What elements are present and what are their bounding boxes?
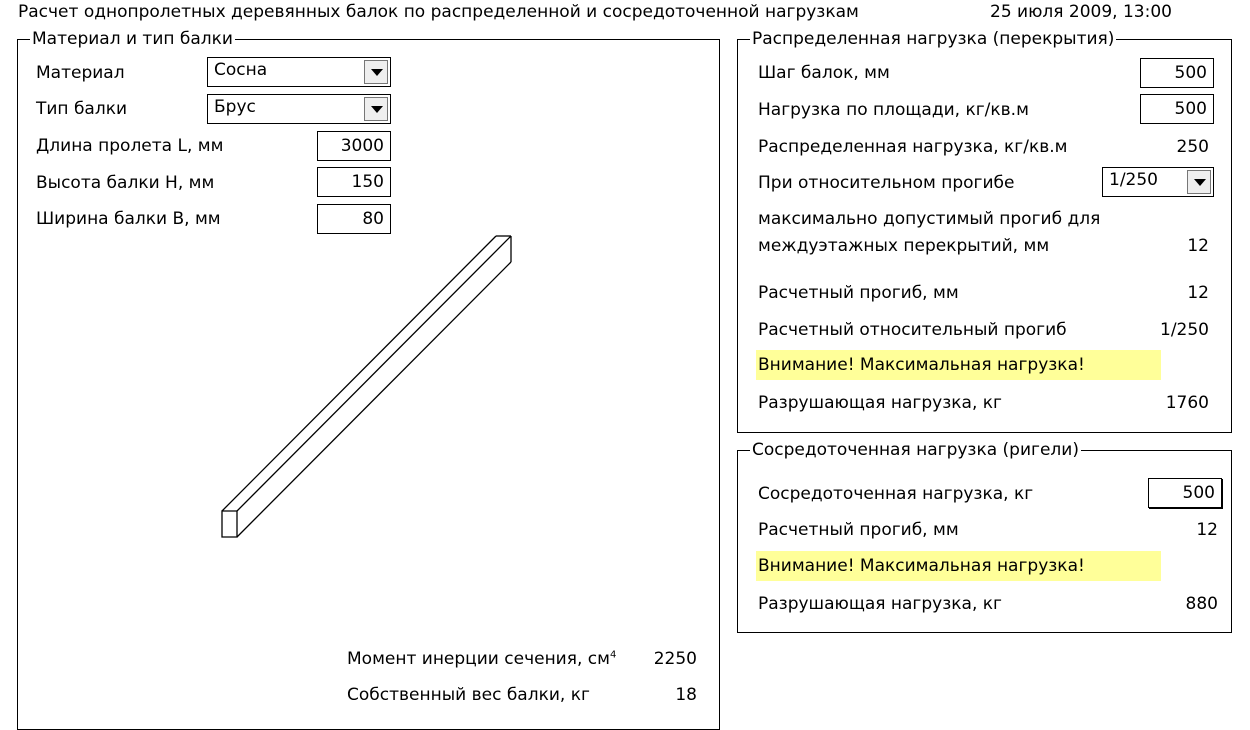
- distributed-load-label: Распределенная нагрузка, кг/кв.м: [758, 137, 1068, 157]
- beam-width-label: Ширина балки B, мм: [36, 209, 221, 229]
- app-title: Расчет однопролетных деревянных балок по распределенной и сосредоточенной нагрузкам: [18, 2, 859, 22]
- concentrated-load-legend: Сосредоточенная нагрузка (ригели): [752, 440, 1079, 460]
- area-load-input[interactable]: [1140, 94, 1214, 124]
- max-deflection-value: 12: [1187, 236, 1209, 256]
- chevron-down-icon[interactable]: [364, 97, 388, 121]
- beam-weight-label: Собственный вес балки, кг: [347, 685, 590, 705]
- beam-type-label: Тип балки: [36, 99, 128, 119]
- beam-top-edge: [222, 236, 496, 511]
- calc-deflection-label: Расчетный прогиб, мм: [758, 283, 959, 303]
- conc-calc-deflection-value: 12: [1196, 520, 1218, 540]
- material-select[interactable]: [207, 57, 391, 87]
- inertia-label: Момент инерции сечения, $см^4$: [347, 649, 617, 669]
- calc-relative-deflection-label: Расчетный относительный прогиб: [758, 320, 1067, 340]
- conc-breaking-load-value: 880: [1185, 594, 1218, 614]
- beam-type-select-value: Брус: [214, 97, 256, 117]
- material-select-value: Сосна: [214, 60, 268, 80]
- relative-deflection-value: 1/250: [1109, 170, 1158, 190]
- beam-height-input[interactable]: [317, 167, 391, 197]
- max-deflection-label-line1: максимально допустимый прогиб для: [758, 209, 1101, 229]
- beam-step-label: Шаг балок, мм: [758, 63, 890, 83]
- inertia-value: 2250: [653, 649, 697, 669]
- breaking-load-label: Разрушающая нагрузка, кг: [758, 393, 1002, 413]
- chevron-down-icon[interactable]: [1187, 170, 1211, 194]
- material-label: Материал: [36, 63, 125, 83]
- chevron-down-icon[interactable]: [364, 60, 388, 84]
- beam-type-select[interactable]: [207, 94, 391, 124]
- breaking-load-value: 1760: [1165, 393, 1209, 413]
- concentrated-load-label: Сосредоточенная нагрузка, кг: [758, 484, 1034, 504]
- calc-relative-deflection-value: 1/250: [1160, 320, 1209, 340]
- beam-weight-value: 18: [675, 685, 697, 705]
- app-date: 25 июля 2009, 13:00: [990, 2, 1172, 22]
- conc-breaking-load-label: Разрушающая нагрузка, кг: [758, 594, 1002, 614]
- max-deflection-label-line2: междуэтажных перекрытий, мм: [758, 236, 1050, 256]
- distributed-warning: Внимание! Максимальная нагрузка!: [756, 350, 1161, 380]
- beam-end-face: [222, 511, 237, 537]
- beam-step-input[interactable]: [1140, 58, 1214, 88]
- distributed-load-value: 250: [1176, 137, 1209, 157]
- area-load-label: Нагрузка по площади, кг/кв.м: [758, 100, 1029, 120]
- material-group-legend: Материал и тип балки: [32, 29, 233, 49]
- concentrated-load-input[interactable]: [1148, 478, 1222, 508]
- span-length-label: Длина пролета L, мм: [36, 136, 224, 156]
- relative-deflection-label: При относительном прогибе: [758, 173, 1015, 193]
- beam-drawing: [215, 230, 520, 545]
- beam-height-label: Высота балки H, мм: [36, 173, 215, 193]
- span-length-input[interactable]: [317, 131, 391, 161]
- calc-deflection-value: 12: [1187, 283, 1209, 303]
- beam-bottom-edge: [237, 262, 511, 537]
- concentrated-warning: Внимание! Максимальная нагрузка!: [756, 551, 1161, 581]
- beam-mid-edge: [237, 236, 511, 511]
- relative-deflection-select[interactable]: [1102, 167, 1214, 197]
- conc-calc-deflection-label: Расчетный прогиб, мм: [758, 520, 959, 540]
- distributed-load-legend: Распределенная нагрузка (перекрытия): [752, 29, 1115, 49]
